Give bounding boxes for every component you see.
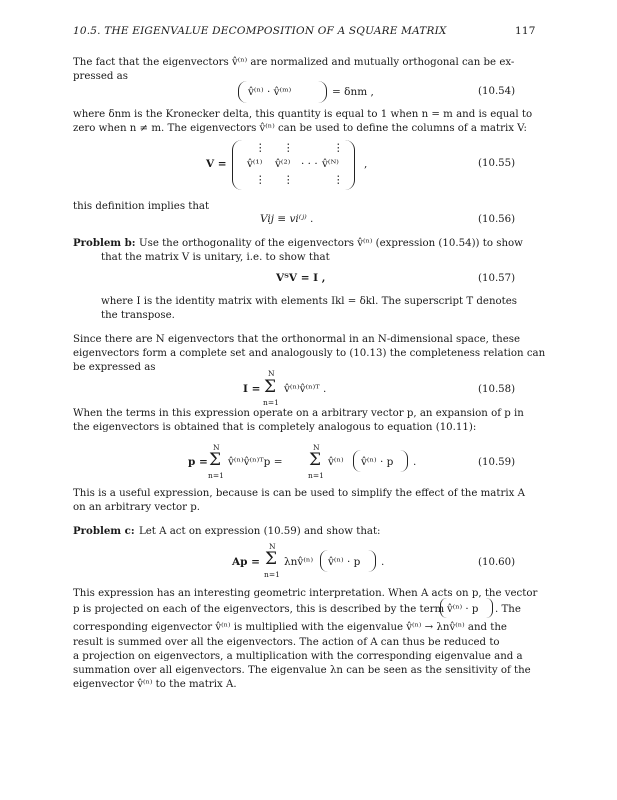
equation-inner: v̂⁽ⁿ⁾ · p — [328, 556, 361, 568]
equation-number: (10.55) — [478, 158, 516, 169]
paragraph-line: on an arbitrary vector p. — [73, 502, 201, 513]
paren-right — [400, 450, 408, 472]
paren-left — [320, 550, 328, 572]
matrix-vdots: ⋮ — [255, 174, 266, 186]
equation-tail: , — [364, 158, 368, 170]
problem-label: Problem b: — [73, 237, 136, 249]
paren-left — [440, 598, 447, 618]
equation-lhs: I = — [243, 383, 261, 395]
paragraph-line: a projection on eigenvectors, a multiplication with the corresponding eigenvalue and a — [73, 651, 523, 662]
page-number: 117 — [515, 25, 536, 37]
equation-body: v̂⁽ⁿ⁾v̂⁽ⁿ⁾ᵀ . — [284, 383, 327, 395]
equation-lhs: Ap = — [232, 556, 260, 568]
equation-lhs: p = — [188, 456, 208, 468]
paragraph-line: zero when n ≠ m. The eigenvectors v̂⁽ⁿ⁾ can be used to define the columns of a matrix V: — [73, 123, 527, 134]
matrix-dots: · · · — [301, 158, 318, 170]
equation-body: v̂⁽ⁿ⁾v̂⁽ⁿ⁾ᵀp = — [228, 456, 283, 468]
paragraph-line: Since there are N eigenvectors that the orthonormal in an N-dimensional space, these — [73, 334, 521, 345]
paragraph-line: When the terms in this expression operate on a arbitrary vector p, an expansion of p in — [73, 408, 524, 419]
equation-body: λnv̂⁽ⁿ⁾ — [284, 556, 314, 568]
paragraph-line: p is projected on each of the eigenvectors, this is described by the term — [73, 604, 445, 615]
sum-upper-limit: N — [268, 369, 275, 378]
equation-number: (10.57) — [478, 273, 516, 284]
equation-number: (10.58) — [478, 384, 516, 395]
paragraph-line: . The — [495, 604, 521, 615]
paragraph-line: Let A act on expression (10.59) and show that: — [139, 526, 381, 537]
problem-label: Problem c: — [73, 525, 135, 537]
running-header: 10.5. THE EIGENVALUE DECOMPOSITION OF A SQUARE MATRIX — [73, 25, 447, 37]
paragraph-line: The fact that the eigenvectors v̂⁽ⁿ⁾ are normalized and mutually orthogonal can be ex- — [73, 57, 515, 68]
matrix-column: v̂⁽ᴺ⁾ — [322, 158, 339, 170]
matrix-column: v̂⁽²⁾ — [275, 158, 291, 170]
equation-number: (10.54) — [478, 86, 516, 97]
equation-body: VᵀV = I , — [276, 272, 326, 284]
paragraph-line: Use the orthogonality of the eigenvectors v̂⁽ⁿ⁾ (expression (10.54)) to show — [139, 238, 523, 249]
paragraph-line: eigenvectors form a complete set and analogously to (10.13) the completeness relation can — [73, 348, 546, 359]
paragraph-line: eigenvector v̂⁽ⁿ⁾ to the matrix A. — [73, 679, 237, 690]
sum-upper-limit: N — [269, 542, 276, 551]
paragraph-line: this definition implies that — [73, 201, 210, 212]
equation-number: (10.59) — [478, 457, 516, 468]
matrix-column: v̂⁽¹⁾ — [247, 158, 263, 170]
paren-right — [486, 598, 493, 618]
equation-body: Vij ≡ vi⁽ʲ⁾ . — [260, 213, 314, 225]
paren-right — [368, 550, 376, 572]
equation-number: (10.60) — [478, 557, 516, 568]
paragraph-line: This expression has an interesting geometric interpretation. When A acts on p, the vector — [73, 588, 538, 599]
sum-sigma: Σ — [209, 450, 222, 470]
sum-sigma: Σ — [309, 450, 322, 470]
paragraph-line: corresponding eigenvector v̂⁽ⁿ⁾ is multiplied with the eigenvalue v̂⁽ⁿ⁾ → λnv̂⁽ⁿ⁾ and the — [73, 622, 507, 633]
paragraph-line: that the matrix V is unitary, i.e. to show that — [101, 252, 330, 263]
paragraph-line: be expressed as — [73, 362, 156, 373]
matrix-vdots: ⋮ — [333, 174, 344, 186]
matrix-vdots: ⋮ — [333, 142, 344, 154]
equation-number: (10.56) — [478, 214, 516, 225]
equation-body: v̂⁽ⁿ⁾ — [328, 456, 344, 468]
sum-upper-limit: N — [313, 443, 320, 452]
paren-left — [353, 450, 361, 472]
equation-rhs: = δnm , — [332, 86, 374, 98]
sum-lower-limit: n=1 — [263, 398, 279, 407]
matrix-vdots: ⋮ — [255, 142, 266, 154]
paren-right — [318, 81, 328, 103]
sum-lower-limit: n=1 — [208, 471, 224, 480]
matrix-vdots: ⋮ — [283, 174, 294, 186]
sum-sigma: Σ — [264, 377, 277, 397]
paragraph-line: summation over all eigenvectors. The eigenvalue λn can be seen as the sensitivity of the — [73, 665, 531, 676]
equation-lhs: V = — [206, 158, 227, 170]
paragraph-line: pressed as — [73, 71, 128, 82]
sum-lower-limit: n=1 — [264, 570, 280, 579]
paragraph-line: the eigenvectors is obtained that is completely analogous to equation (10.11): — [73, 422, 477, 433]
paragraph-line: the transpose. — [101, 310, 175, 321]
equation-body: v̂⁽ⁿ⁾ · v̂⁽ᵐ⁾ — [248, 86, 292, 98]
matrix-bracket-left — [232, 140, 243, 190]
paragraph-line: where I is the identity matrix with elements Ikl = δkl. The superscript T denotes — [101, 296, 517, 307]
sum-lower-limit: n=1 — [308, 471, 324, 480]
paragraph-line: result is summed over all the eigenvectors. The action of A can thus be reduced to — [73, 637, 500, 648]
equation-tail: . — [413, 456, 417, 468]
matrix-bracket-right — [344, 140, 355, 190]
inline-term: v̂⁽ⁿ⁾ · p — [447, 604, 479, 615]
equation-inner: v̂⁽ⁿ⁾ · p — [361, 456, 394, 468]
sum-upper-limit: N — [213, 443, 220, 452]
paragraph-line: where δnm is the Kronecker delta, this quantity is equal to 1 when n = m and is equal to — [73, 109, 533, 120]
equation-tail: . — [381, 556, 385, 568]
sum-sigma: Σ — [265, 549, 278, 569]
matrix-vdots: ⋮ — [283, 142, 294, 154]
paragraph-line: This is a useful expression, because is can be used to simplify the effect of the matrix A — [73, 488, 525, 499]
